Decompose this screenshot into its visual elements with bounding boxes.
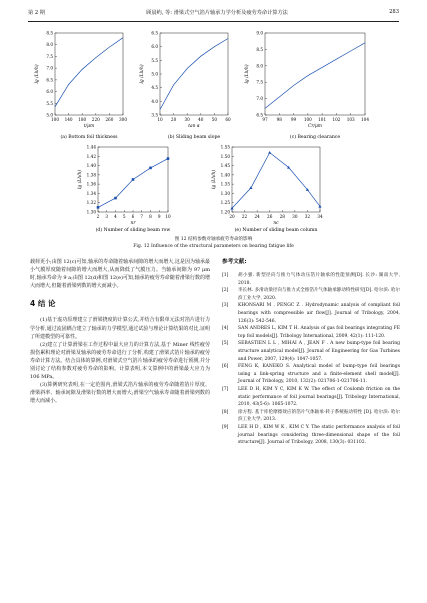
- y-tick-label-c: 8.5: [256, 46, 263, 52]
- page-number: 283: [389, 9, 399, 15]
- data-point-d: [97, 206, 100, 209]
- x-tick-label-a: 300: [119, 117, 127, 122]
- y-tick-label-b: 5.5: [151, 57, 158, 63]
- figure-12: [0, 0, 427, 250]
- series-line-e: [232, 153, 320, 209]
- x-tick-label-e: 24: [254, 214, 260, 219]
- reference-text: LEE D H, KIM Y C, KIM K W. The effect of Coulomb friction on the static performance of foil journal bearings[J]. Tribology International, 2010, 43(5-6): 1065-1072.: [238, 387, 400, 408]
- x-tick-label-c: 100: [303, 117, 312, 122]
- y-tick-label-b: 6.5: [151, 30, 158, 36]
- series-line-d: [98, 159, 168, 208]
- x-tick-label-a: 100: [51, 117, 59, 122]
- x-tick-label-c: 102: [332, 117, 341, 122]
- x-tick-label-b: 30: [184, 117, 190, 122]
- plot-frame-b: [160, 33, 228, 115]
- x-tick-label-d: 8: [149, 214, 152, 219]
- y-tick-label-a: 8.0: [46, 42, 53, 48]
- reference-text: 胡小强. 新型径向与推力气体动压箔片轴承的性能预测[D]. 长沙: 湖南大学, 2018.: [238, 273, 400, 286]
- references-column: [222, 258, 400, 447]
- x-tick-label-d: 10: [165, 214, 171, 219]
- reference-item: [222, 409, 400, 424]
- reference-item: [222, 287, 400, 302]
- figure-caption-cn: 图 12 结构参数对轴承疲劳寿命的影响: [174, 237, 253, 242]
- x-tick-label-c: 104: [361, 117, 369, 122]
- x-axis-label-a: t/μm: [83, 124, 95, 129]
- y-tick-label-a: 5.0: [46, 112, 53, 118]
- x-axis-label-b: tan α: [188, 124, 200, 129]
- reference-item: [222, 363, 400, 386]
- y-tick-label-d: 1.38: [86, 172, 96, 178]
- x-tick-label-a: 260: [105, 117, 114, 122]
- conclusion-item-1: (1)基于虚功原理建立了滑梁挠度的计算公式,并结合有限单元法对箔片进行力学分析,通过流固耦合建立了轴承的力学模型,通过试验与理论计算结果的对比,证明了所建模型的可靠性。: [30, 317, 210, 340]
- y-tick-label-d: 1.34: [86, 190, 96, 196]
- chart-caption-a: (a) Bottom foil thickness: [60, 135, 118, 140]
- x-tick-label-b: 20: [170, 117, 177, 122]
- series-line-c: [265, 43, 365, 109]
- x-tick-label-d: 2: [96, 214, 100, 219]
- plot-frame-c: [265, 33, 365, 115]
- reference-item: [222, 302, 400, 325]
- y-tick-label-d: 1.40: [86, 163, 96, 169]
- y-tick-label-b: 4.5: [151, 85, 158, 91]
- x-tick-label-c: 101: [318, 117, 327, 122]
- x-tick-label-d: 4: [114, 214, 117, 219]
- y-tick-label-c: 7.0: [256, 96, 263, 102]
- y-axis-label-b: lg (Lh/h): [140, 64, 145, 84]
- x-tick-label-e: 34: [317, 214, 323, 219]
- reference-text: 徐方程. 基于库伦摩擦效应的箔片气体轴承-转子系统振动特性 [D]. 哈尔滨: 哈尔滨工业大学, 2013.: [238, 409, 400, 423]
- x-tick-label-d: 6: [131, 214, 135, 219]
- reference-number: [6]: [222, 364, 229, 370]
- y-tick-label-e: 1.20: [220, 209, 230, 215]
- y-tick-label-a: 6.5: [46, 77, 53, 83]
- reference-item: [222, 340, 400, 363]
- left-column: [30, 258, 210, 406]
- y-tick-label-e: 1.25: [220, 200, 230, 206]
- plot-frame-e: [232, 147, 320, 212]
- y-tick-label-a: 7.5: [46, 53, 53, 59]
- reference-item: [222, 386, 400, 409]
- reference-text: LEE H D , KIM W K , KIM C Y. The static performance analysis of foil journal bearings considering three-dimensional shape of the foil structure[J]. Journal of Tribology, 2008, 130(3): 031102.: [238, 424, 400, 446]
- x-tick-label-e: 26: [267, 214, 273, 219]
- chart-caption-d: (d) Number of sliding beam row: [95, 228, 171, 233]
- reference-text: SAN ANDRES L, KIM T H. Analysis of gas foil bearings integrating FE top foil models[J]. Tribology International, 2009, 42(1): 111-120.: [238, 326, 400, 339]
- y-tick-label-d: 1.44: [86, 144, 96, 150]
- x-tick-label-b: 60: [225, 117, 231, 122]
- data-point-d: [114, 197, 117, 200]
- x-tick-label-d: 3: [105, 214, 109, 219]
- y-tick-label-b: 3.5: [151, 112, 158, 118]
- y-tick-label-b: 5.0: [151, 71, 158, 77]
- x-tick-label-a: 180: [78, 117, 87, 122]
- x-tick-label-e: 32: [304, 214, 311, 219]
- y-tick-label-d: 1.30: [86, 209, 96, 215]
- x-tick-label-e: 20: [229, 214, 235, 219]
- x-tick-label-d: 9: [157, 214, 161, 219]
- x-tick-label-c: 103: [346, 117, 355, 122]
- chart-caption-e: (e) Number of sliding beam column: [234, 228, 318, 233]
- y-tick-label-c: 6.5: [256, 112, 263, 118]
- reference-list: [222, 272, 400, 447]
- y-axis-label-d: lg (Lh/h): [78, 169, 83, 190]
- chart-caption-c: (c) Bearing clearance: [289, 135, 341, 140]
- y-tick-label-e: 1.50: [220, 153, 230, 159]
- x-tick-label-a: 140: [64, 117, 73, 122]
- running-title: 顾晨屿, 等: 滑梁式空气箔片轴承力学分析及疲劳寿命计算方法: [146, 10, 288, 16]
- figure-caption-en: Fig. 12 Influence of the structural parameters on bearing fatigue life: [133, 244, 294, 249]
- conclusion-item-3: (3)算例研究表明,在一定范围内,滑梁式箔片轴承的疲劳寿命随着箔片厚度、滑梁斜率、轴承间隙及滑梁行数的增大而增大;滑梁空气轴承寿命随着滑梁列数的增大而减小。: [30, 382, 210, 405]
- data-point-d: [167, 157, 170, 160]
- reference-text: SEBASTIEN L L , MIHAI A , JEAN F . A new bump-type foil bearing structure analytical model[J]. Journal of Engineering for Gas Turbines and Power, 2007, 129(4): 1047-1057.: [238, 341, 400, 362]
- series-line-a: [55, 38, 123, 107]
- references-heading: 参考文献:: [222, 259, 247, 265]
- y-tick-label-a: 7.0: [46, 65, 53, 71]
- reference-number: [2]: [222, 288, 229, 294]
- x-tick-label-a: 220: [91, 117, 100, 122]
- reference-number: [9]: [222, 424, 229, 430]
- y-tick-label-a: 8.5: [46, 30, 53, 36]
- y-tick-label-a: 6.0: [46, 89, 53, 95]
- x-axis-label-d: nr: [130, 221, 136, 226]
- x-tick-label-b: 40: [198, 117, 204, 122]
- chart-caption-b: (b) Sliding beam slope: [167, 135, 221, 140]
- y-tick-label-c: 9.0: [256, 30, 263, 36]
- x-axis-label-e: nc: [273, 221, 279, 226]
- x-tick-label-c: 99: [290, 117, 297, 122]
- y-tick-label-b: 6.0: [151, 44, 158, 50]
- y-tick-label-a: 5.5: [46, 100, 53, 106]
- reference-item: [222, 325, 400, 340]
- conclusion-item-2: (2)建立了计算滑梁在工作过程中最大应力的计算方法,基于 Miner 线性疲劳损伤累积理论对滑梁及轴承的疲劳寿命进行了分析,构建了滑梁式箔片轴承的疲劳寿命计算方法。结合具体的算例,对滑梁式空气箔片轴承的疲劳寿命进行预测,并分别讨论了结构参数对疲劳寿命的影响。计算表明,本文算例中的滑梁最大应力为 106 MPa。: [30, 341, 210, 381]
- x-tick-label-e: 30: [292, 214, 298, 219]
- issue-label: 第 2 期: [28, 10, 45, 16]
- y-tick-label-c: 8.0: [256, 63, 263, 69]
- y-tick-label-c: 7.5: [256, 79, 263, 85]
- reference-number: [4]: [222, 326, 229, 332]
- reference-text: KHONSARI M , PENGC Z . Hydrodynamic analysis of compliant foil bearings with compressible air flow[J]. Journal of Tribology, 2004, 126(3): 542-546.: [238, 303, 400, 324]
- reference-number: [1]: [222, 273, 229, 279]
- y-tick-label-e: 1.55: [220, 144, 230, 150]
- y-tick-label-e: 1.30: [220, 190, 230, 196]
- y-axis-label-c: lg (Lh/h): [245, 64, 250, 84]
- y-tick-label-b: 4.0: [151, 98, 158, 104]
- y-axis-label-e: lg (Lh/h): [212, 169, 217, 190]
- y-tick-label-e: 1.45: [220, 163, 230, 169]
- plot-frame-a: [55, 33, 123, 115]
- reference-item: [222, 272, 400, 287]
- reference-number: [5]: [222, 341, 229, 347]
- reference-text: FENG K, KANEKO S. Analytical model of bump-type foil bearings using a link-spring structure and a finite-element shell model[J]. Journal of Tribology, 2010, 132(2): 021706-1-021706-11.: [238, 364, 400, 385]
- reference-text: 李长林. 多滑动梁径向与推力式全推箔片气体轴承静动特性研究[D]. 哈尔滨: 哈尔滨工业大学, 2020.: [238, 288, 400, 301]
- data-point-d: [132, 178, 135, 181]
- reference-number: [8]: [222, 409, 229, 415]
- y-tick-label-d: 1.32: [86, 200, 96, 206]
- x-tick-label-c: 97: [262, 117, 268, 122]
- data-point-d: [149, 167, 152, 170]
- x-tick-label-b: 50: [211, 117, 218, 122]
- x-tick-label-c: 98: [276, 117, 282, 122]
- x-tick-label-d: 5: [122, 214, 126, 219]
- series-line-b: [160, 39, 228, 110]
- y-tick-label-d: 1.36: [86, 181, 96, 187]
- reference-number: [3]: [222, 303, 229, 309]
- x-axis-label-c: Cr/μm: [308, 124, 322, 129]
- x-tick-label-d: 7: [140, 214, 144, 219]
- data-point-e: [268, 151, 271, 154]
- reference-item: [222, 424, 400, 447]
- y-axis-label-a: lg (Lh/h): [35, 64, 40, 84]
- data-point-e: [249, 186, 252, 189]
- x-tick-label-e: 28: [279, 214, 285, 219]
- paragraph-results: 载荷更小;由图 12(c)可知,轴承的寿命随着轴承间隙的增大而增大,这是因为轴承最小气膜厚度随着间隙的增大而增大,从而降低了气膜压力。当轴承间隙为 97 μm 时,轴承寿命为 9 a;由图 12(d)和图 12(e)可知,轴承的疲劳寿命随着滑梁行数的增大而增大,但随着滑梁列数的增大而减小。: [30, 259, 210, 290]
- y-tick-label-e: 1.40: [220, 172, 230, 178]
- section-heading-conclusion: 4 结 论: [30, 299, 56, 309]
- reference-number: [7]: [222, 387, 229, 392]
- x-tick-label-b: 10: [157, 117, 163, 122]
- y-tick-label-d: 1.42: [86, 153, 96, 159]
- x-tick-label-e: 22: [241, 214, 248, 219]
- y-tick-label-e: 1.35: [220, 181, 230, 187]
